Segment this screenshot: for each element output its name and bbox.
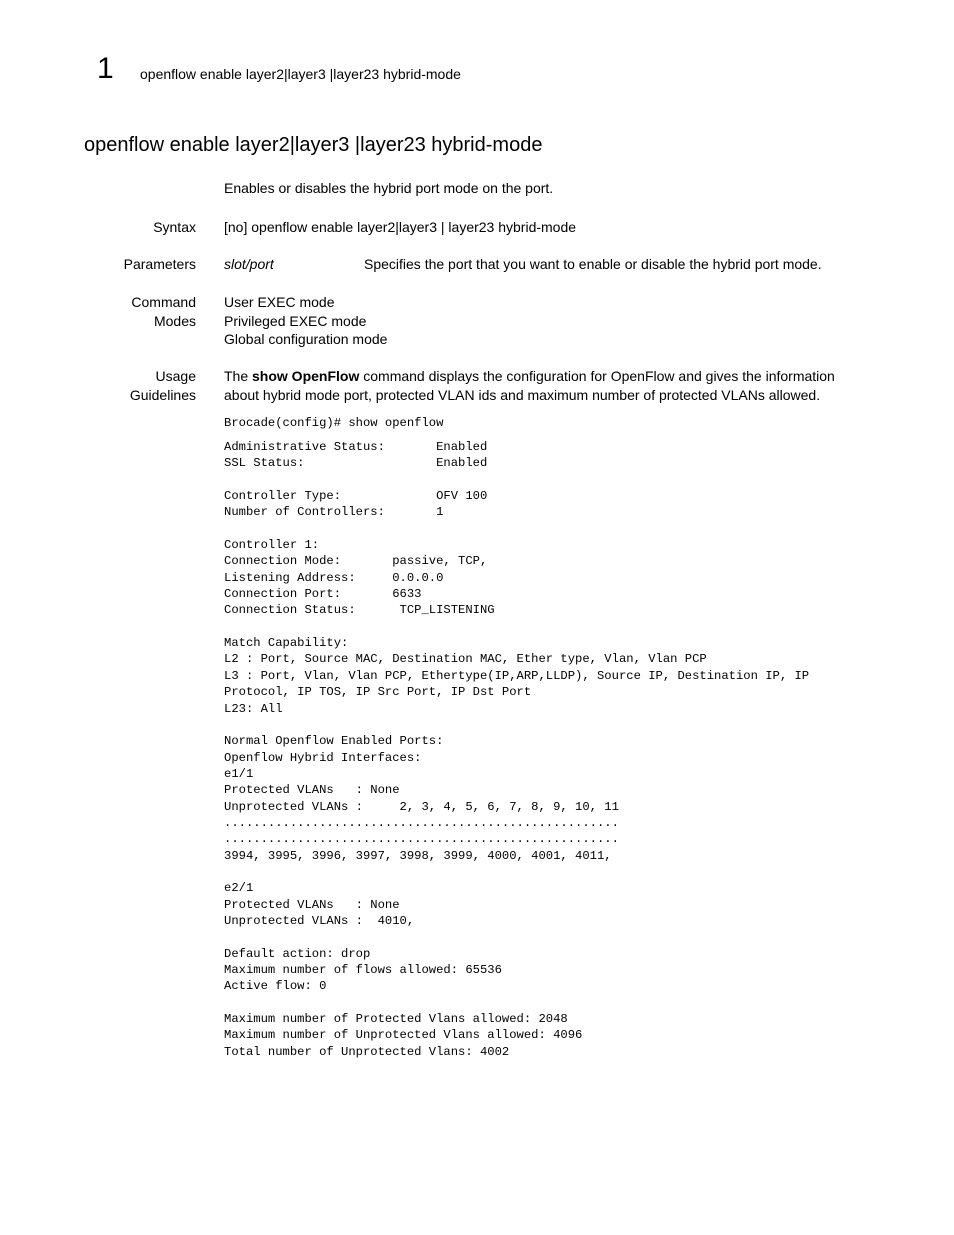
- code-output: Administrative Status: Enabled SSL Status: Enabled Controller Type: OFV 100 Number of Controllers: 1 Controller 1: Connection Mode: passive, TCP, Listening Address: 0.0.0.0 Connection Port: 6633 Connection Status: TCP_LISTENING Match Capability: L2 : Port, Source MAC, Destination MAC, Ether type, Vlan, Vlan PCP L3 : Port, Vlan, Vlan PCP, Ethertype(IP,ARP,LLDP), Source IP, Destination IP, IP Protocol, IP TOS, IP Src Port, IP Dst Port L23: All Normal Openflow Enabled Ports: Openflow Hybrid Interfaces: e1/1 Protected VLANs : None Unprotected VLANs : 2, 3, 4, 5, 6, 7, 8, 9, 10, 11 ...................................................... ...................................................... 3994, 3995, 3996, 3997, 3998, 3999, 4000, 4001, 4011, e2/1 Protected VLANs : None Unprotected VLANs : 4010, Default action: drop Maximum number of flows allowed: 65536 Active flow: 0 Maximum number of Protected Vlans allowed: 2048 Maximum number of Unprotected Vlans allowed: 4096 Total number of Unprotected Vlans: 4002: [224, 440, 810, 1059]
- command-modes-label: [76, 293, 196, 331]
- mode-item: Privileged EXEC mode: [224, 312, 367, 329]
- command-modes-label-line2: Modes: [153, 313, 196, 329]
- code-prompt: Brocade(config)# show openflow: [224, 416, 444, 430]
- parameter-name: slot/port: [224, 256, 274, 272]
- command-modes-list: [224, 293, 387, 349]
- usage-guidelines-text: [224, 367, 864, 405]
- usage-label-line2: Guidelines: [129, 387, 196, 403]
- usage-label-line1: Usage: [155, 368, 196, 384]
- mode-item: Global configuration mode: [224, 331, 388, 347]
- mode-item: User EXEC mode: [224, 294, 335, 310]
- chapter-number: 1: [97, 52, 114, 85]
- usage-text-after: command displays the configuration for OpenFlow and gives the information about hybrid mode port, protected VLAN ids and maximum number of protected VLANs allowed.: [224, 368, 835, 403]
- usage-text-before: The: [224, 368, 253, 384]
- parameter-description: Specifies the port that you want to enable or disable the hybrid port mode.: [364, 256, 822, 272]
- usage-command: show OpenFlow: [252, 368, 360, 384]
- syntax-text: [no] openflow enable layer2|layer3 | layer23 hybrid-mode: [224, 219, 577, 235]
- running-header-title: openflow enable layer2|layer3 |layer23 hybrid-mode: [140, 66, 461, 82]
- syntax-label: Syntax: [153, 219, 196, 235]
- command-description: Enables or disables the hybrid port mode on the port.: [224, 180, 554, 196]
- parameters-label: Parameters: [123, 256, 196, 272]
- command-modes-label-line1: Command: [131, 294, 196, 310]
- usage-guidelines-label: [76, 367, 196, 405]
- section-title: openflow enable layer2|layer3 |layer23 hybrid-mode: [84, 134, 543, 156]
